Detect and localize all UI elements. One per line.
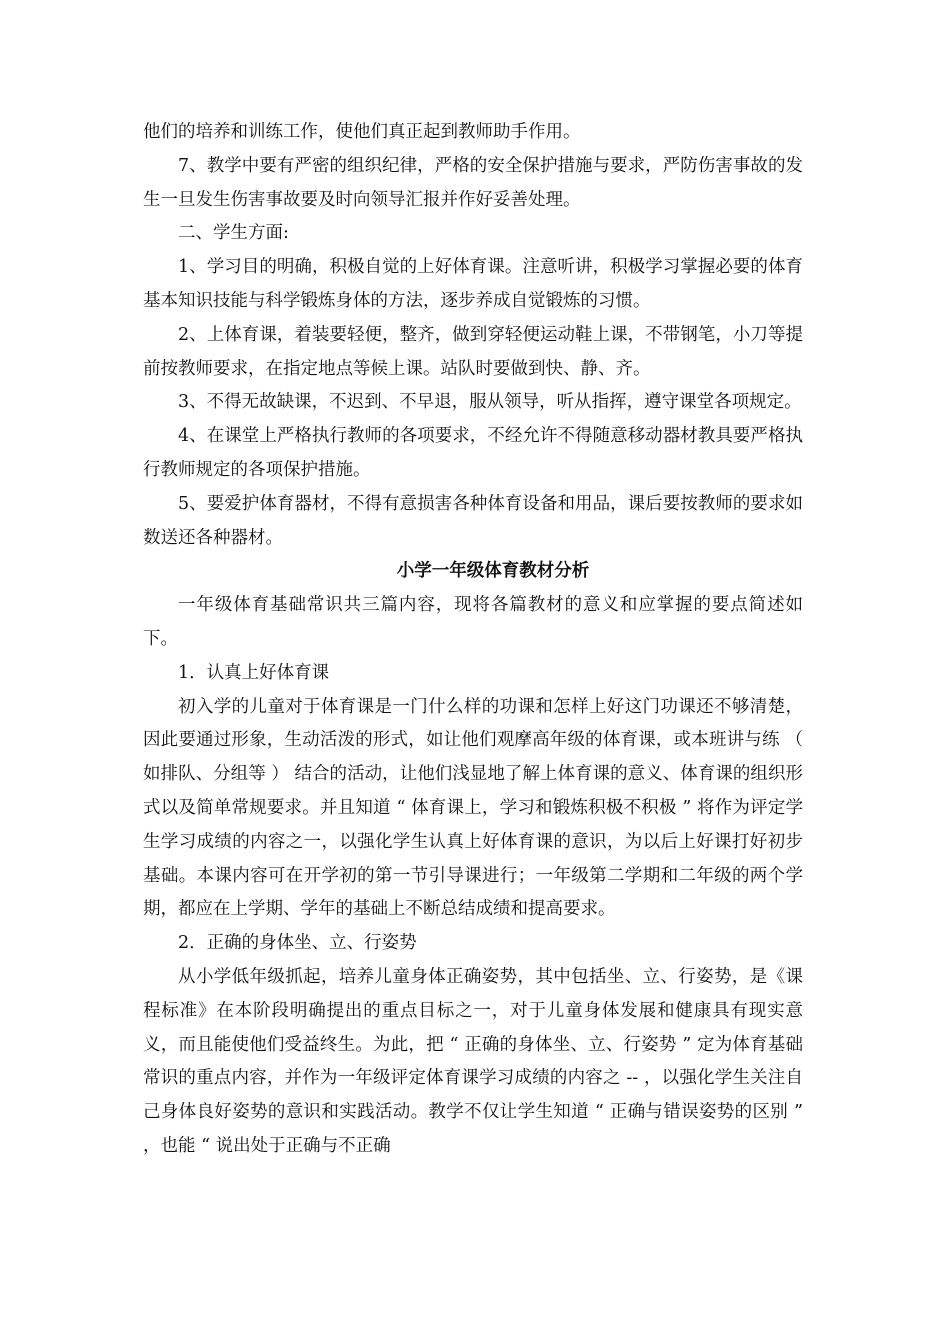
section-title: 小学一年级体育教材分析 [396,561,590,582]
paragraph-subsection-2: 从小学低年级抓起，培养儿童身体正确姿势，其中包括坐、立、行姿势，是《课程标准》在本阶段明确提出的重点目标之一，对于儿童身体发展和健康具有现实意义，而且能使他们受益终生。为此，把 “ 正确的身体坐、立、行姿势 ” 定为体育基础常识的重点内容，并作为一年级评定体育课学习成绩的内容之 -- ，以强化学生关注自己身体良好姿势的意识和实践活动。教学不仅让学生知道 “ 正确与错误姿势的区别 ” ，也能 “ 说出处于正确与不正确 [143,966,803,1156]
subheading-1: 1．认真上好体育课 [178,662,330,683]
paragraph-student-5: 5、要爱护体育器材，不得有意损害各种体育设备和用品，课后要按教师的要求如数送还各种器材。 [143,493,803,548]
section-heading-students: 二、学生方面: [178,223,289,244]
paragraph-item-7: 7、教学中要有严密的组织纪律，严格的安全保护措施与要求，严防伤害事故的发生一旦发生伤害事故要及时向领导汇报并作好妥善处理。 [143,155,803,210]
paragraph-intro: 一年级体育基础常识共三篇内容，现将各篇教材的意义和应掌握的要点简述如下。 [143,595,803,649]
paragraph-student-1: 1、学习目的明确，积极自觉的上好体育课。注意听讲，积极学习掌握必要的体育基本知识技能与科学锻炼身体的方法，逐步养成自觉锻炼的习惯。 [143,257,803,311]
paragraph-continuation: 他们的培养和训练工作，使他们真正起到教师助手作用。 [143,122,581,142]
paragraph-student-2: 2、上体育课，着装要轻便，整齐，做到穿轻便运动鞋上课，不带钢笔，小刀等提前按教师要求，在指定地点等候上课。站队时要做到快、静、齐。 [143,324,803,379]
paragraph-student-3: 3、不得无故缺课，不迟到、不早退，服从领导，听从指挥，遵守课堂各项规定。 [178,392,802,413]
paragraph-student-4: 4、在课堂上严格执行教师的各项要求，不经允许不得随意移动器材教具要严格执行教师规定的各项保护措施。 [143,426,803,480]
subheading-2: 2．正确的身体坐、立、行姿势 [178,933,417,954]
paragraph-subsection-1: 初入学的儿童对于体育课是一门什么样的功课和怎样上好这门功课还不够清楚，因此要通过形象，生动活泼的形式，如让他们观摩高年级的体育课，或本班讲与练 （ 如排队、分组等 ） 结合的活动，让他们浅显地了解上体育课的意义、体育课的组织形式以及简单常规要求。并且知道 “ 体育课上，学习和锻炼积极不积极 ” 将作为评定学生学习成绩的内容之一，以强化学生认真上好体育课的意识，为以后上好课打好初步基础。本课内容可在开学初的第一节引导课进行；一年级第二学期和二年级的两个学期，都应在上学期、学年的基础上不断总结成绩和提高要求。 [143,696,803,920]
document-page [143,116,803,1164]
